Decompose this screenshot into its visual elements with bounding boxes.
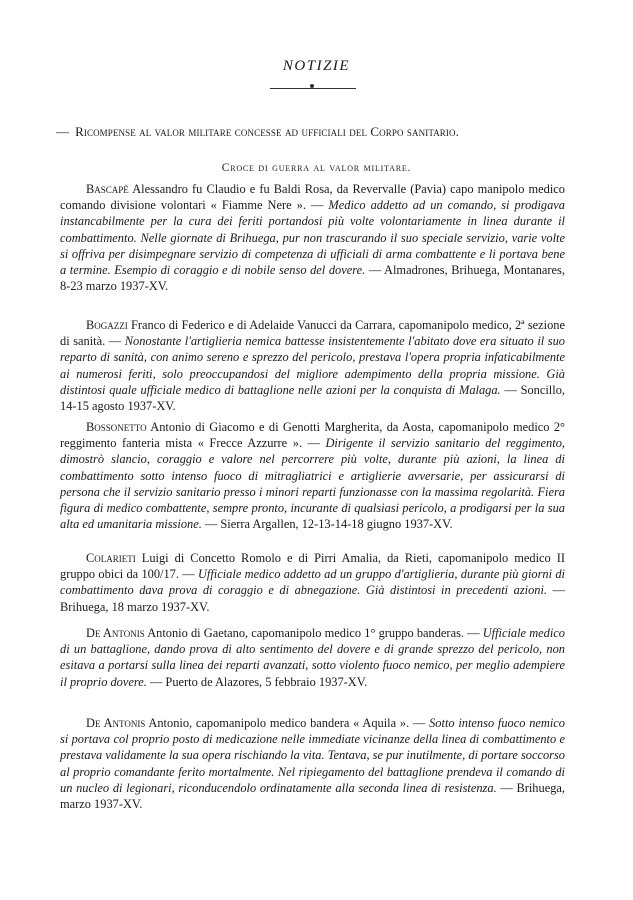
section-heading — [56, 124, 576, 140]
citation-place-date: — Soncillo, 14-15 agosto 1937-XV. — [60, 382, 565, 414]
officer-details: Franco di Federico e di Adelaide Vanucci da Carrara, capomanipolo medico, 2ª sezione di sanità. — — [60, 318, 565, 349]
section-title: Ricompense al valor militare concesse ad ufficiali del Corpo sanitario. — [75, 124, 459, 139]
officer-details: Luigi di Concetto Romolo e di Pirri Amalia, da Rieti, capomanipolo medico II gruppo obici da 100/17. — — [60, 551, 565, 582]
officer-surname: De Antonis — [86, 716, 146, 730]
officer-surname: Bascapè — [86, 182, 129, 196]
citation-motive: Ufficiale medico addetto ad un gruppo d'artiglieria, durante più giorni di combattimento dava prova di coraggio e di abnegazione. Già distintosi in precedenti azioni. — [60, 567, 565, 598]
header-divider-ornament — [310, 84, 314, 88]
citation-entry — [60, 715, 565, 812]
citation-motive: Dirigente il servizio sanitario del reggimento, dimostrò slancio, coraggio e valore nel percorrere più volte, durante più azioni, la linea di combattimento sotto intenso fuoco di mitragliatrici e artiglierie avversarie, per assicurarsi di persona che il servizio sanitario presso i minori reparti funzionasse con la massima regolarità. Fiera figura di medico combattente, sempre pronto, incurante di qualsiasi pericolo, a prodigarsi per la sua alta ed umanitaria missione. — [60, 436, 565, 532]
citation-motive: Nonostante l'artiglieria nemica battesse insistentemente l'abitato dove era situato il suo reparto di sanità, con animo sereno e sprezzo del pericolo, prestava l'opera propria infaticabilmente ai numerosi feriti, solo preoccupandosi del migliore adempimento della propria missione. Già distintosi quale ufficiale medico di battaglione nelle azioni per la conquista di Malaga. — [60, 334, 565, 397]
officer-details: Antonio di Gaetano, capomanipolo medico 1° gruppo banderas. — — [144, 626, 483, 640]
officer-details: Antonio di Giacomo e di Genotti Margherita, da Aosta, capomanipolo medico 2° reggimento fanteria mista « Frecce Azzurre ». — — [60, 420, 565, 451]
citation-place-date: — Brihuega, 18 marzo 1937-XV. — [60, 583, 565, 614]
officer-surname: Bossonetto — [86, 420, 147, 434]
officer-details: Alessandro fu Claudio e fu Baldi Rosa, da Revervalle (Pavia) capo manipolo medico comando divisione volontari « Fiamme Nere ». — — [60, 182, 565, 213]
header-divider — [270, 88, 356, 89]
officer-surname: De Antonis — [86, 626, 145, 640]
citation-motive: Medico addetto ad un comando, si prodigava instancabilmente per la cura dei feriti portandosi più volte volontariamente in linea durante il combattimento. Nelle giornate di Brihuega, pur non trascurando il suo speciale servizio, varie volte si offriva per disimpegnare servizio di competenza di ufficiali di arma combattente e li portava bene a termine. Esempio di coraggio e di nobile senso del dovere. — [60, 198, 565, 278]
citation-place-date: — Almadrones, Brihuega, Montanares, 8-23 marzo 1937-XV. — [60, 263, 565, 294]
officer-surname: Colarieti — [86, 551, 136, 565]
subsection-heading: Croce di guerra al valor militare. — [221, 162, 412, 174]
citation-place-date: — Brihuega, marzo 1937-XV. — [60, 780, 565, 812]
citation-entry — [60, 419, 565, 532]
citation-motive: Ufficiale medico di un battaglione, dando prova di alto sentimento del dovere e di grande sprezzo del pericolo, non esitava a portarsi sulla linea dei reparti avanzati, sotto violento fuoco nemico, per meglio adempiere il proprio dovere. — [60, 626, 565, 689]
citation-place-date: — Sierra Argallen, 12-13-14-18 giugno 1937-XV. — [201, 517, 453, 532]
page-header-title: NOTIZIE — [282, 58, 351, 74]
officer-details: Antonio, capomanipolo medico bandera « Aquila ». — — [145, 716, 430, 730]
section-dash: — — [56, 124, 70, 139]
citation-entry — [60, 181, 565, 294]
citation-entry — [60, 625, 565, 690]
citation-entry — [60, 550, 565, 615]
citation-entry — [60, 317, 565, 414]
citation-motive: Sotto intenso fuoco nemico si portava col proprio posto di medicazione nelle immediate vicinanze della linea di combattimento e prestava validamente la sua opera rischiando la vita. Tentava, se pur inutilmente, di portare soccorso al proprio comandante ferito mortalmente. Nel ripiegamento del battaglione prendeva il comando di un nucleo di legionari, riconducendolo ordinatamente alla seconda linea di resistenza. — [60, 716, 565, 795]
officer-surname: Bogazzi — [86, 318, 128, 332]
citation-place-date: — Puerto de Alazores, 5 febbraio 1937-XV. — [146, 674, 368, 689]
